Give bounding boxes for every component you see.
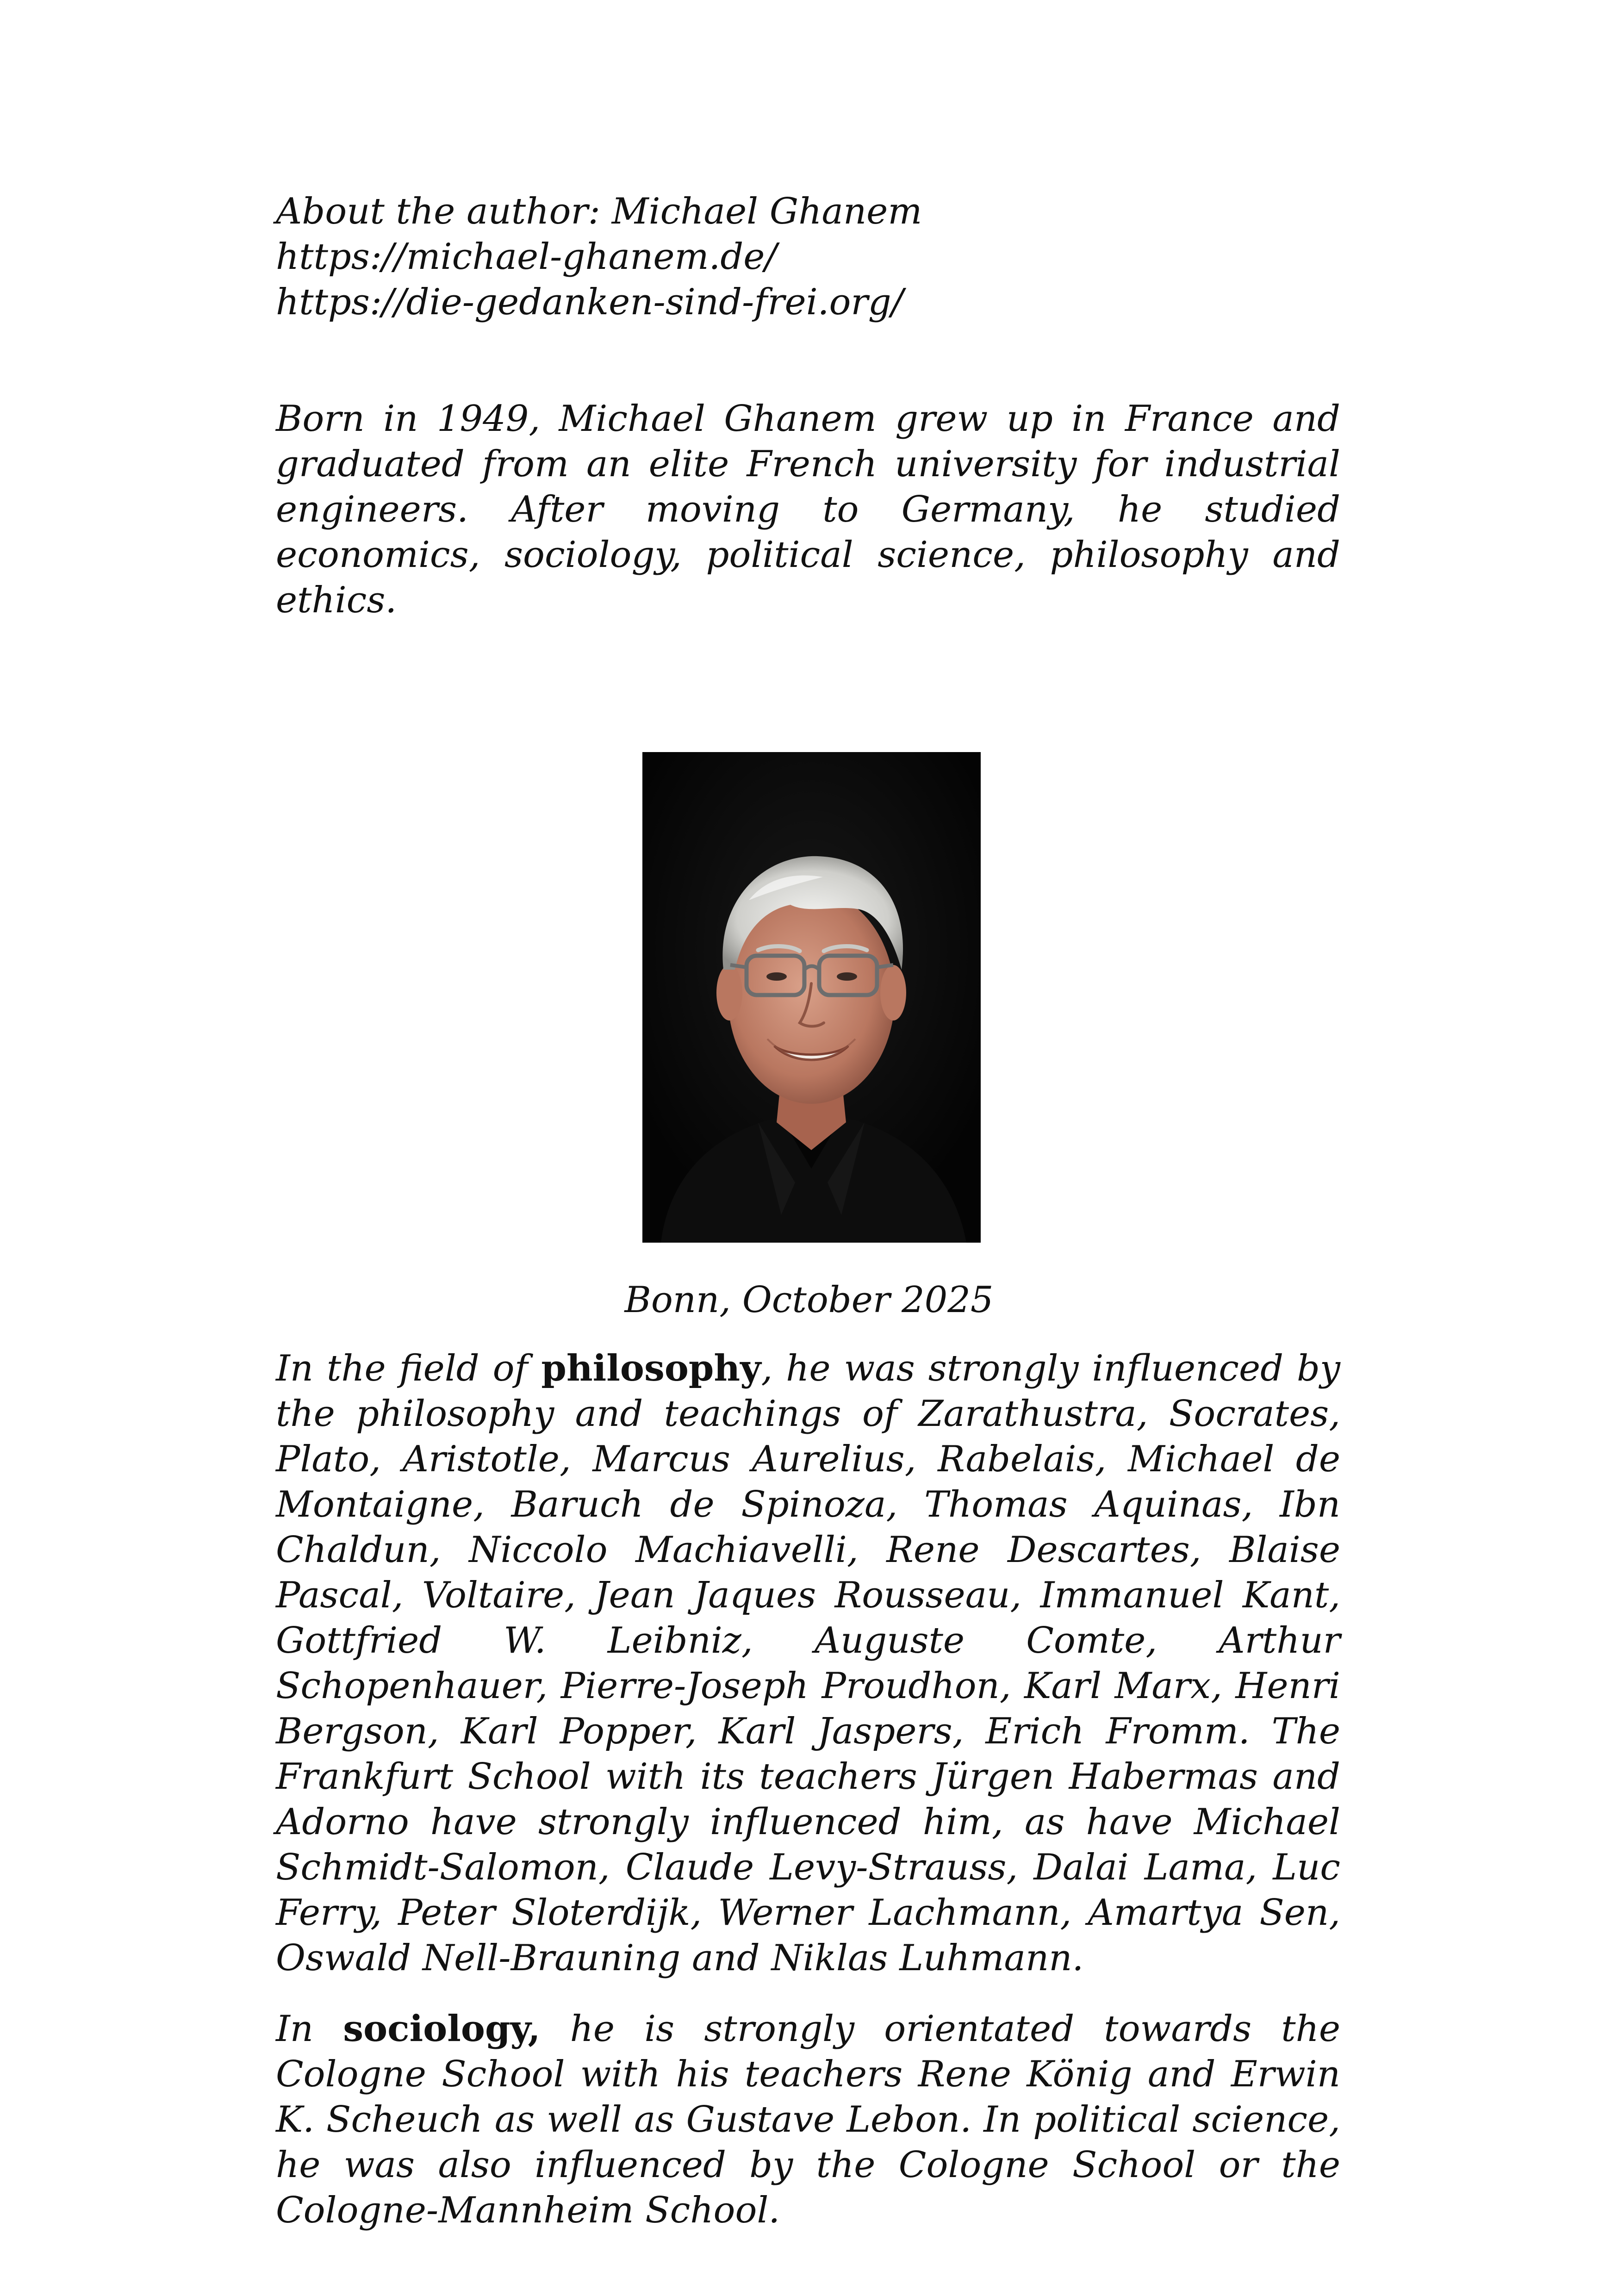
blog-website-link[interactable]: https://die-gedanken-sind-frei.org/ <box>276 281 903 323</box>
author-website-link[interactable]: https://michael-ghanem.de/ <box>276 236 777 278</box>
biography-body <box>276 1346 1340 2259</box>
sociology-text: he is strongly orientated towards the Cologne School with his teachers Rene König and Erwin K. Scheuch as well as Gustave Lebon. In political science, he was also influenced by the Cologne School or the Cologne-Mannheim School. <box>276 2008 1341 2231</box>
philosophy-emphasis: philosophy <box>541 1347 761 1389</box>
sociology-prefix: In <box>276 2008 343 2050</box>
photo-caption: Bonn, October 2025 <box>624 1279 994 1321</box>
header-block <box>276 189 1340 623</box>
about-author-line: About the author: Michael Ghanem <box>276 191 922 232</box>
philosophy-paragraph <box>276 1346 1340 1981</box>
philosophy-prefix: In the field of <box>276 1348 541 1389</box>
author-portrait-image <box>642 752 981 1243</box>
sociology-emphasis: sociology, <box>343 2008 541 2050</box>
sociology-paragraph <box>276 2006 1340 2233</box>
philosophy-text: , he was strongly influenced by the philosophy and teachings of Zarathustra, Socrates, Plato, Aristotle, Marcus Aurelius, Rabelais, Michael de Montaigne, Baruch de Spinoza, Thomas Aquinas, Ibn Chaldun, Niccolo Machiavelli, Rene Descartes, Blaise Pascal, Voltaire, Jean Jaques Rousseau, Immanuel Kant, Gottfried W. Leibniz, Auguste Comte, Arthur Schopenhauer, Pierre-Joseph Proudhon, Karl Marx, Henri Bergson, Karl Popper, Karl Jaspers, Erich Fromm. The Frankfurt School with its teachers Jürgen Habermas and Adorno have strongly influenced him, as have Michael Schmidt-Salomon, Claude Levy-Strauss, Dalai Lama, Luc Ferry, Peter Sloterdijk, Werner Lachmann, Amartya Sen, Oswald Nell-Brauning and Niklas Luhmann. <box>276 1348 1340 1979</box>
author-photo <box>642 752 981 1243</box>
intro-paragraph: Born in 1949, Michael Ghanem grew up in France and graduated from an elite French university for industrial engineers. After moving to Germany, he studied economics, sociology, political science, philosophy and ethics. <box>276 398 1340 621</box>
